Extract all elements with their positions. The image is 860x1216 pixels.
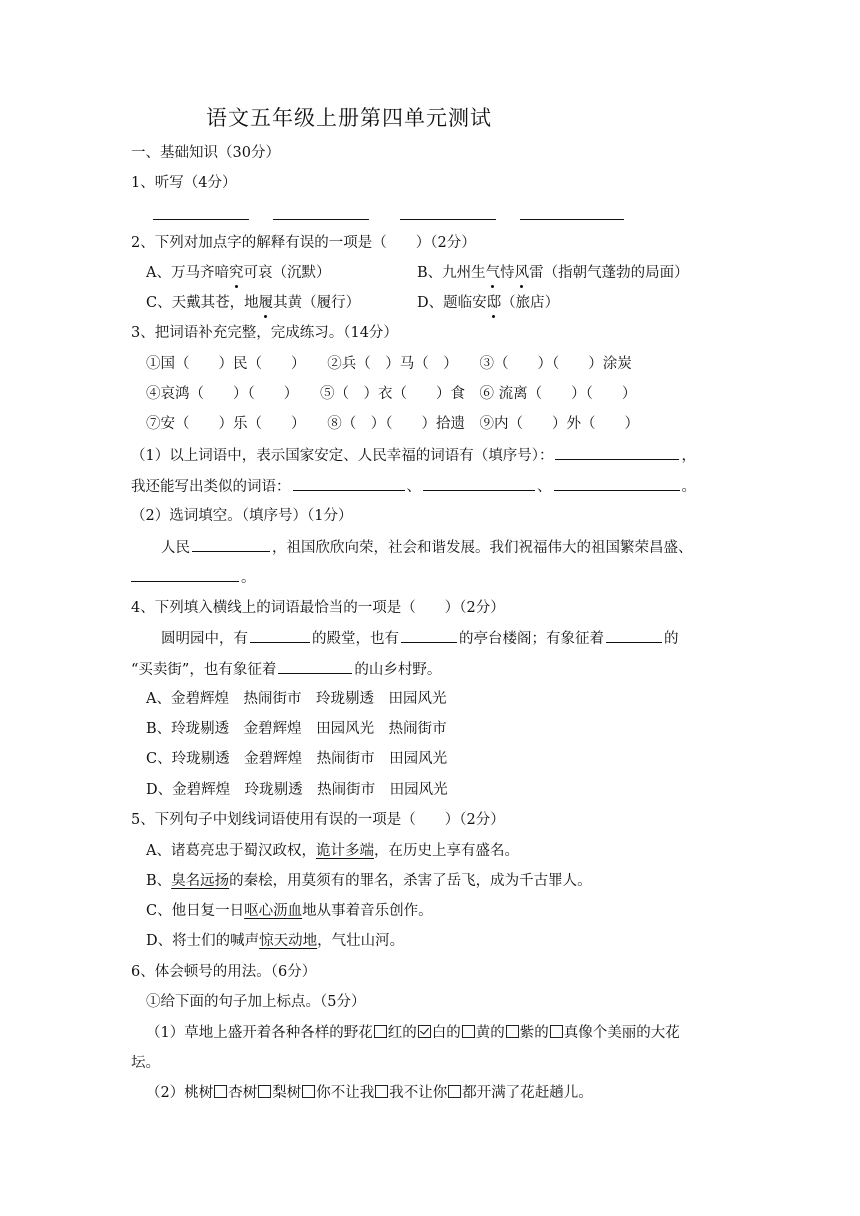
prompt-text: 人民: [161, 540, 190, 556]
option-text: 雷（指朝气蓬勃的局面）: [529, 265, 689, 281]
answer-blank[interactable]: [554, 476, 680, 491]
prompt-text: 的亭台楼阁；有象征着: [459, 631, 604, 647]
prompt-text: “买卖街”，也有象征着: [131, 662, 277, 678]
option-b: B、玲珑剔透 金碧辉煌 田园风光 热闹街市: [146, 721, 447, 737]
page-title: 语文五年级上册第四单元测试: [206, 106, 492, 130]
q3-part-1: [131, 445, 696, 466]
prompt-text: 我还能写出类似的词语：: [131, 479, 291, 495]
punct-box[interactable]: [258, 1085, 271, 1098]
sentence-text: （1）草地上盛开着各种各样的野花: [146, 1025, 373, 1041]
option-text: 的秦桧，用莫须有的罪名，杀害了岳飞，成为千古罪人。: [229, 873, 592, 889]
answer-blank[interactable]: [423, 476, 535, 491]
q3-part-2-sentence-end: [131, 567, 256, 588]
option-b: [146, 871, 592, 891]
sentence-text: （2）桃树: [146, 1085, 214, 1101]
punct-box-checked[interactable]: [418, 1025, 431, 1038]
sentence-text: 白的: [431, 1025, 461, 1041]
punct-box[interactable]: [462, 1025, 475, 1038]
option-c: [146, 293, 360, 313]
answer-blank[interactable]: [131, 567, 239, 582]
option-d: [146, 931, 404, 951]
option-d: [417, 293, 559, 313]
q4-passage: [161, 628, 679, 649]
option-text: D、将士们的喊声: [146, 933, 260, 949]
q3-part-2: （2）选词填空。（填序号）（1分）: [131, 508, 353, 524]
q6-subquestion: ①给下面的句子加上标点。（5分）: [146, 994, 366, 1010]
punct-box[interactable]: [550, 1025, 563, 1038]
idiom-row-1: ①国（ ）民（ ） ②兵（ ）马（ ） ③（ ）（ ）涂炭: [146, 356, 632, 372]
option-text: （旅店）: [501, 295, 560, 311]
prompt-text: 的: [664, 631, 679, 647]
dictation-blank[interactable]: [153, 218, 249, 220]
punct-box[interactable]: [374, 1025, 387, 1038]
option-a: [146, 841, 519, 861]
option-c: [146, 901, 433, 921]
option-text: ，气壮山河。: [317, 933, 405, 949]
option-d: D、金碧辉煌 玲珑剔透 热闹街市 田园风光: [146, 782, 448, 798]
dotted-char: 究: [228, 265, 244, 281]
q4-passage-continued: [131, 659, 441, 680]
prompt-text: ，祖国欣欣向荣，社会和谐发展。我们祝福伟大的祖国繁荣昌盛、: [272, 540, 693, 556]
question-4: 4、下列填入横线上的词语最恰当的一项是（ ）（2分）: [131, 600, 505, 616]
q6-sentence-1-end: 坛。: [131, 1055, 160, 1071]
punct: 。: [241, 570, 256, 586]
q6-sentence-2: [146, 1083, 593, 1103]
dictation-blank[interactable]: [400, 218, 496, 220]
punct: ，: [681, 448, 696, 464]
option-text: 地从事着音乐创作。: [302, 903, 433, 919]
sentence-text: 我不让你: [389, 1085, 448, 1101]
sentence-text: 你不让我: [316, 1085, 375, 1101]
answer-blank[interactable]: [606, 628, 662, 643]
underlined-word: 呕心沥血: [244, 903, 303, 919]
option-text: ，在历史上享有盛名。: [373, 843, 519, 859]
sentence-text: 真像个美丽的大花: [563, 1025, 680, 1041]
q3-part-2-sentence: [161, 537, 693, 558]
question-5: 5、下列句子中划线词语使用有误的一项是（ ）（2分）: [131, 812, 505, 828]
answer-blank[interactable]: [555, 445, 679, 460]
punct: 、: [537, 479, 552, 495]
q3-part-1-continued: [131, 476, 696, 497]
sentence-text: 梨树: [272, 1085, 302, 1101]
option-text: A、诸葛亮忠于蜀汉政权，: [146, 843, 316, 859]
option-c: C、玲珑剔透 金碧辉煌 热闹街市 田园风光: [146, 751, 448, 767]
idiom-row-3: ⑦安（ ）乐（ ） ⑧（ ）（ ）拾遗 ⑨内（ ）外（ ）: [146, 416, 639, 432]
punct-box[interactable]: [214, 1085, 227, 1098]
idiom-row-2: ④哀鸿（ ）（ ） ⑤（ ）衣（ ）食 ⑥ 流离（ ）（ ）: [146, 386, 637, 402]
sentence-text: 紫的: [519, 1025, 549, 1041]
question-6: 6、体会顿号的用法。（6分）: [131, 964, 317, 980]
punct-box[interactable]: [506, 1025, 519, 1038]
option-text: 可哀（沉默）: [243, 265, 331, 281]
option-b: [417, 263, 689, 283]
option-text: C、他日复一日: [146, 903, 245, 919]
prompt-text: 的殿堂，也有: [312, 631, 399, 647]
sentence-text: 红的: [387, 1025, 417, 1041]
punct-box[interactable]: [375, 1085, 388, 1098]
answer-blank[interactable]: [250, 628, 310, 643]
option-text: B、九州生: [417, 265, 486, 281]
punct-box[interactable]: [448, 1085, 461, 1098]
answer-blank[interactable]: [401, 628, 457, 643]
question-1: 1、听写（4分）: [131, 175, 237, 191]
option-a: A、金碧辉煌 热闹街市 玲珑剔透 田园风光: [146, 691, 447, 707]
dictation-blank[interactable]: [273, 218, 369, 220]
prompt-text: 的山乡村野。: [354, 662, 442, 678]
prompt-text: （1）以上词语中，表示国家安定、人民幸福的词语有（填序号）：: [131, 448, 554, 464]
dotted-char: 风: [514, 265, 530, 281]
sentence-text: 黄的: [475, 1025, 505, 1041]
question-2: 2、下列对加点字的解释有误的一项是（ ）（2分）: [131, 235, 476, 251]
sentence-text: 都开满了花赶趟儿。: [462, 1085, 593, 1101]
underlined-word: 诡计多端: [315, 843, 374, 859]
dotted-char: 气: [485, 265, 501, 281]
answer-blank[interactable]: [192, 537, 270, 552]
sentence-text: 杏树: [228, 1085, 258, 1101]
question-3: 3、把词语补充完整，完成练习。（14分）: [131, 325, 398, 341]
punct: 、: [406, 479, 421, 495]
answer-blank[interactable]: [293, 476, 405, 491]
prompt-text: 圆明园中，有: [161, 631, 248, 647]
dotted-char: 履: [258, 295, 274, 311]
punct: 。: [681, 479, 696, 495]
option-text: 其黄（履行）: [273, 295, 361, 311]
option-text: B、: [146, 873, 172, 889]
option-text: 恃: [500, 265, 515, 281]
option-a: [146, 263, 330, 283]
underlined-word: 惊天动地: [259, 933, 318, 949]
option-text: D、题临安: [417, 295, 487, 311]
underlined-word: 臭名远扬: [171, 873, 230, 889]
answer-blank[interactable]: [278, 659, 352, 674]
punct-box[interactable]: [302, 1085, 315, 1098]
dotted-char: 邸: [486, 295, 502, 311]
q6-sentence-1: [146, 1023, 680, 1043]
section-heading: 一、基础知识（30分）: [131, 145, 280, 161]
option-text: C、天戴其苍，地: [146, 295, 259, 311]
option-text: A、万马齐喑: [146, 265, 229, 281]
dictation-blank[interactable]: [520, 218, 624, 220]
